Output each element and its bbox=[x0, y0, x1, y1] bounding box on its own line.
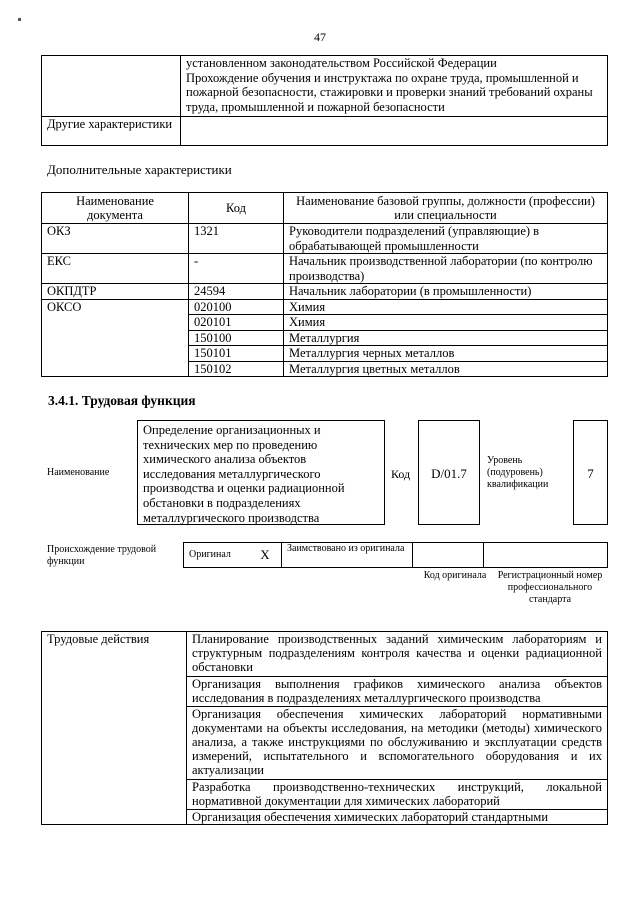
labor-actions-table bbox=[41, 631, 608, 825]
row-code: 020101 bbox=[189, 315, 284, 331]
labor-actions-label: Трудовые действия bbox=[42, 632, 187, 825]
original-mark: X bbox=[249, 543, 282, 568]
row-doc: ОКПДТР bbox=[42, 284, 189, 300]
row-name: Химия bbox=[284, 315, 608, 331]
classifier-header-row bbox=[42, 193, 608, 224]
reg-number-caption: Регистрационный номер профессионального стандарта bbox=[497, 570, 603, 605]
page-number: 47 bbox=[314, 30, 326, 44]
row-code: 020100 bbox=[189, 299, 284, 315]
function-origin-table bbox=[183, 542, 608, 568]
labor-action-item: Планирование производственных заданий химическим лабораториям и структурным подразделениям контроля качества и оценки радиационной обстановки bbox=[187, 632, 608, 677]
table-row bbox=[42, 284, 608, 300]
row-code: 150100 bbox=[189, 330, 284, 346]
row-code: - bbox=[189, 254, 284, 284]
row-name: Начальник лаборатории (в промышленности) bbox=[284, 284, 608, 300]
row-doc: ОКЗ bbox=[42, 224, 189, 254]
header-code: Код bbox=[189, 193, 284, 224]
function-code-value: D/01.7 bbox=[418, 420, 480, 525]
scan-dot bbox=[18, 18, 21, 21]
row-code: 24594 bbox=[189, 284, 284, 300]
other-characteristics-value bbox=[181, 117, 608, 146]
row-name: Металлургия цветных металлов bbox=[284, 361, 608, 377]
additional-characteristics-caption: Дополнительные характеристики bbox=[47, 162, 232, 177]
header-doc-name: Наименование документа bbox=[42, 193, 189, 224]
header-group-name: Наименование базовой группы, должности (профессии) или специальности bbox=[284, 193, 608, 224]
qualification-requirements-table bbox=[41, 55, 608, 146]
table-row bbox=[42, 632, 608, 677]
row-name: Начальник производственной лаборатории (по контролю производства) bbox=[284, 254, 608, 284]
other-characteristics-label: Другие характеристики bbox=[42, 117, 181, 146]
reg-number-cell bbox=[484, 543, 608, 568]
borrowed-label: Заимствовано из оригинала bbox=[282, 543, 413, 568]
original-code-cell bbox=[413, 543, 484, 568]
row-code: 1321 bbox=[189, 224, 284, 254]
row-code: 150102 bbox=[189, 361, 284, 377]
function-code-label: Код bbox=[391, 467, 411, 481]
labor-action-item: Организация обеспечения химических лабораторий нормативными документами на объекты исследования, на методики (методы) химического анализа, а также инструкциями по обслуживанию и эксплуатации средств измерений, испытательного и вспомогательного оборудования и их актуализации bbox=[187, 707, 608, 780]
row-name: Металлургия bbox=[284, 330, 608, 346]
table-row bbox=[42, 254, 608, 284]
row-doc: ОКСО bbox=[42, 299, 189, 377]
original-label: Оригинал bbox=[184, 543, 250, 568]
row-name: Химия bbox=[284, 299, 608, 315]
table-row bbox=[42, 224, 608, 254]
classifier-table bbox=[41, 192, 608, 377]
function-origin-label: Происхождение трудовой функции bbox=[47, 544, 157, 567]
function-name-label: Наименование bbox=[47, 467, 110, 478]
row-doc: ЕКС bbox=[42, 254, 189, 284]
labor-action-item: Организация выполнения графиков химического анализа объектов исследования в подразделениях металлургического производства bbox=[187, 677, 608, 707]
labor-action-item: Разработка производственно-технических инструкций, локальной нормативной документации для химических лабораторий bbox=[187, 780, 608, 810]
function-name-box: Определение организационных и технических мер по проведению химического анализа объектов исследования металлургического производства и оценки радиационной обстановки в подразделениях металлургического производства bbox=[137, 420, 385, 525]
qualification-level-label: Уровень (подуровень) квалификации bbox=[487, 455, 549, 490]
row-name: Металлургия черных металлов bbox=[284, 346, 608, 362]
section-heading: 3.4.1. Трудовая функция bbox=[48, 393, 196, 408]
row-name: Руководители подразделений (управляющие) в обрабатывающей промышленности bbox=[284, 224, 608, 254]
table-row bbox=[42, 299, 608, 315]
requirements-text: установленном законодательством Российской Федерации Прохождение обучения и инструктажа по охране труда, промышленной и пожарной безопасности, стажировки и проверки знаний требований охраны труда, промышленной и пожарной безопасности bbox=[181, 56, 608, 117]
qualification-level-value: 7 bbox=[573, 420, 608, 525]
row-code: 150101 bbox=[189, 346, 284, 362]
labor-action-item: Организация обеспечения химических лабораторий стандартными bbox=[187, 810, 608, 825]
original-code-caption: Код оригинала bbox=[423, 570, 487, 581]
